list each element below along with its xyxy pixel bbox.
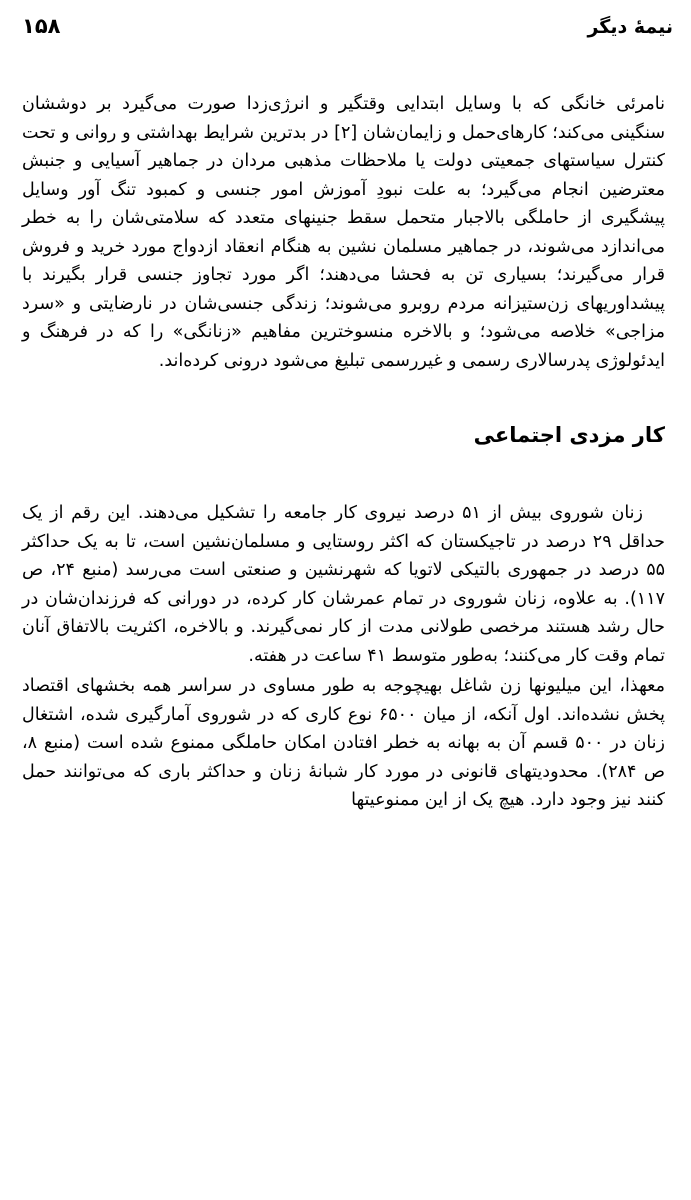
section-heading: کار مزدی اجتماعی bbox=[473, 423, 665, 447]
body-paragraph: نامرئی خانگی که با وسایل ابتدایی وقتگیر و انرژی‌زدا صورت می‌گیرد بر دوششان سنگینی می‌کند؛ کارهای‌حمل و زایمان‌شان [۲] در بدترین شرایط بهداشتی و روانی و تحت کنترل سیاستهای جمعیتی دولت یا ملاحظات مذهبی مردان در جماهیر آسیایی و جنبش معترضین انجام می‌گیرد؛ به علت نبودِ آموزش امور جنسی و کمبود تنگ آور وسایل پیشگیری از حاملگی بالاجبار متحمل سقط جنینهای متعدد که سلامتی‌شان را به خطر می‌اندازد می‌شوند، در جماهیر مسلمان نشین به هنگام انعقاد ازدواج مورد خرید و فروش قرار می‌گیرند؛ بسیاری تن به فحشا می‌دهند؛ اگر مورد تجاوز جنسی قرار بگیرند با پیشداوریهای زن‌ستیزانه مردم روبرو می‌شوند؛ زندگی جنسی‌شان در نارضایتی و «سرد مزاجی» خلاصه می‌شود؛ و بالاخره منسوخترین مفاهیم «زنانگی» را که در فرهنگ و ایدئولوژی پدرسالاری رسمی و غیررسمی تبلیغ می‌شود درونی کرده‌اند. bbox=[22, 94, 666, 371]
page-number: ۱۵۸ bbox=[22, 14, 61, 38]
page-header bbox=[22, 14, 673, 54]
running-title: نیمهٔ دیگر bbox=[587, 16, 673, 38]
body-paragraph: معهذا، این میلیونها زن شاغل بهیچوجه به طور مساوی در سراسر همه بخشهای اقتصاد پخش نشده‌اند. اول آنکه، از میان ۶۵۰۰ نوع کاری که در شوروی آمارگیری شده، اشتغال زنان در ۵۰۰ قسم آن به بهانه به خطر افتادن امکان حاملگی ممنوع شده است (منبع ۸، ص ۲۸۴). محدودیتهای قانونی در مورد کار شبانهٔ زنان و حداکثر باری که می‌توانند حمل کنند نیز وجود دارد. هیچ یک از این ممنوعیتها bbox=[22, 676, 666, 810]
body-paragraph: زنان شوروی بیش از ۵۱ درصد نیروی کار جامعه را تشکیل می‌دهند. این رقم از یک حداقل ۲۹ درصد در تاجیکستان که اکثر روستایی و مسلمان‌نشین است، تا به یک حداکثر ۵۵ درصد در جمهوری بالتیکی لاتویا که شهرنشین و صنعتی است می‌رسد (منبع ۲۴، ص ۱۱۷). به علاوه، زنان شوروی در تمام عمرشان کار کرده، در دورانی که فرزندان‌شان در حال رشد هستند مرخصی طولانی مدت از کار نمی‌گیرند. و بالاخره، اکثریت بالاتفاق آنان تمام وقت کار می‌کنند؛ به‌طور متوسط ۴۱ ساعت در هفته. bbox=[22, 503, 665, 666]
